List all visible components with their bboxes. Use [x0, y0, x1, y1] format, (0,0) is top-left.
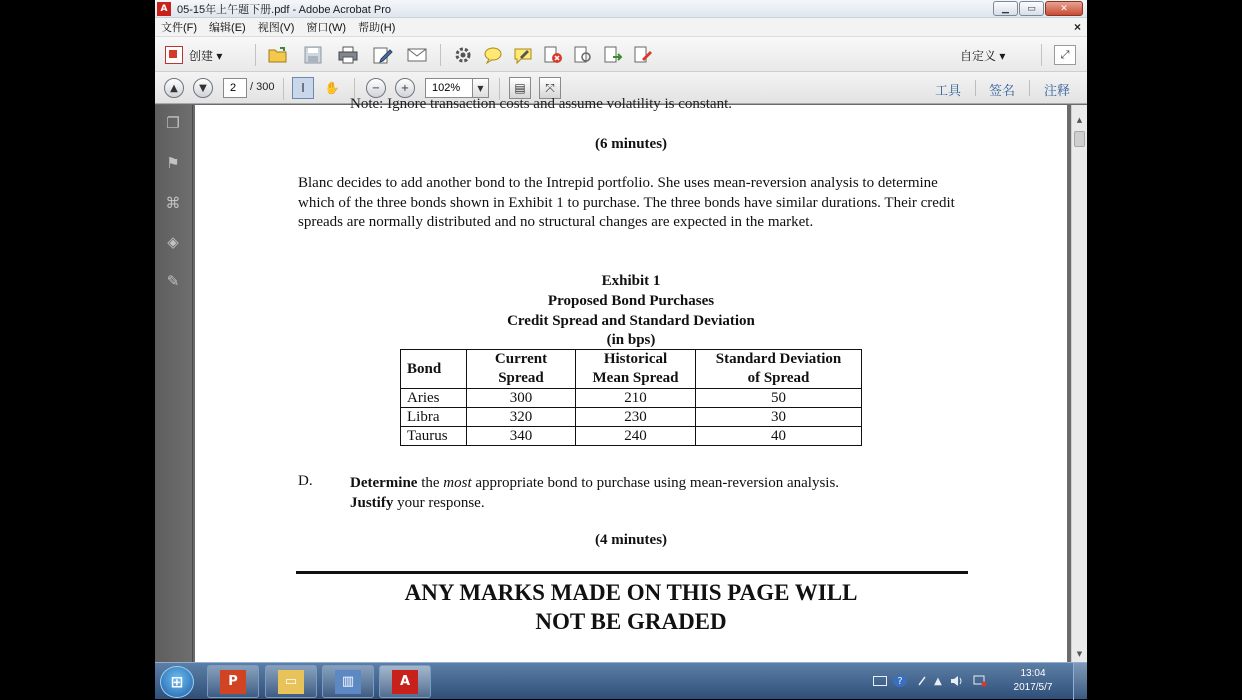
acrobat-taskbar-icon[interactable]: [379, 665, 431, 698]
question-fragment: the: [417, 475, 444, 491]
clock-date: 2017/5/7: [1013, 682, 1053, 693]
acrobat-window: [155, 0, 1087, 662]
exhibit-units: (in bps): [606, 332, 656, 348]
main-toolbar: [155, 37, 1087, 72]
exhibit-subtitle-2: Credit Spread and Standard Deviation: [507, 313, 755, 329]
table-row: [401, 427, 862, 446]
table-cell: 30: [696, 408, 862, 427]
hand-tool-button[interactable]: ✋: [324, 81, 340, 95]
question-text: [350, 473, 950, 513]
grading-notice-line2: NOT BE GRADED: [535, 609, 727, 634]
toolbar-separator: [1041, 44, 1042, 66]
time-allocation-1: (6 minutes): [594, 136, 668, 152]
customize-dropdown[interactable]: 自定义 ▾: [960, 49, 1006, 63]
menu-view[interactable]: 视图(V): [257, 22, 295, 34]
table-cell: 320: [467, 408, 576, 427]
powerpoint-glyph: P: [220, 670, 246, 694]
table-row: [401, 408, 862, 427]
table-cell: Libra: [401, 408, 467, 427]
page-total: / 300: [250, 81, 275, 93]
select-tool-button[interactable]: I: [292, 77, 314, 99]
next-page-button[interactable]: ▼: [193, 78, 213, 98]
table-cell: 210: [576, 389, 696, 408]
open-folder-icon[interactable]: [268, 45, 288, 65]
menu-help[interactable]: 帮助(H): [358, 22, 396, 34]
delete-icon[interactable]: [543, 45, 563, 65]
comment-pane-link[interactable]: 注释: [1044, 83, 1071, 98]
page-number-input[interactable]: 2: [223, 78, 247, 98]
toolbar-separator: [1029, 80, 1030, 96]
scroll-thumb[interactable]: [1074, 131, 1085, 147]
maximize-button[interactable]: ▭: [1019, 1, 1044, 16]
export-icon[interactable]: [603, 45, 623, 65]
toolbar-separator: [440, 44, 441, 66]
table-cell: 240: [576, 427, 696, 446]
minimize-button[interactable]: ▁: [993, 1, 1018, 16]
scroll-down-arrow[interactable]: ▼: [1076, 650, 1083, 658]
table-cell: 340: [467, 427, 576, 446]
bond-table: [400, 349, 862, 446]
menu-edit[interactable]: 编辑(E): [209, 22, 246, 34]
explorer-glyph: ▭: [278, 670, 304, 694]
exhibit-title: Exhibit 1: [601, 273, 661, 289]
document-close-icon[interactable]: ×: [1073, 20, 1081, 34]
start-button[interactable]: ⊞: [160, 666, 194, 698]
zoom-out-button[interactable]: −: [366, 78, 386, 98]
gear-icon[interactable]: [453, 45, 473, 65]
clock-time: 13:04: [1020, 668, 1046, 679]
pages-icon[interactable]: ❐: [166, 114, 180, 132]
menu-bar: [155, 18, 1087, 37]
table-cell: Taurus: [401, 427, 467, 446]
create-label: 创建 ▾: [189, 48, 223, 63]
fit-page-button[interactable]: ▤: [509, 77, 531, 99]
network-icon[interactable]: [973, 675, 987, 687]
edit-icon[interactable]: [373, 45, 393, 65]
cut-off-note: Note: Ignore transaction costs and assume volatility is constant.: [350, 96, 733, 112]
grading-notice-line1: ANY MARKS MADE ON THIS PAGE WILL: [404, 580, 858, 605]
pen-tray-icon[interactable]: [915, 675, 929, 687]
table-cell: 50: [696, 389, 862, 408]
question-letter: D.: [298, 473, 313, 489]
zoom-level-input[interactable]: 102%: [425, 78, 473, 98]
table-header-row: [401, 350, 862, 389]
windows-taskbar: [155, 662, 1087, 699]
question-keyword: Justify: [350, 495, 394, 511]
question-paragraph: Blanc decides to add another bond to the Intrepid portfolio. She uses mean-reversion analysis to determine which of the three bonds shown in Exhibit 1 to purchase. The three bonds have similar durations. Their credit spreads are normally distributed and no structural changes are expected in the market.: [298, 175, 955, 231]
attachment-icon[interactable]: ⌘: [165, 194, 181, 212]
time-allocation-2: (4 minutes): [594, 532, 668, 548]
table-cell: 40: [696, 427, 862, 446]
toolbar-separator: [255, 44, 256, 66]
layers-icon[interactable]: ◈: [167, 233, 179, 251]
volume-icon[interactable]: [950, 675, 964, 687]
table-cell: 230: [576, 408, 696, 427]
question-emphasis: most: [443, 475, 472, 491]
create-icon: [165, 46, 183, 64]
title-bar: [155, 0, 1087, 18]
highlight-icon[interactable]: [513, 45, 533, 65]
header-historical-mean: Historical Mean Spread: [576, 350, 696, 389]
system-clock[interactable]: [1003, 667, 1063, 695]
fit-width-button[interactable]: ⤧: [539, 77, 561, 99]
zoom-dropdown-button[interactable]: ▼: [472, 78, 489, 98]
powerpoint-taskbar-icon[interactable]: [207, 665, 259, 698]
question-keyword: Determine: [350, 475, 418, 491]
tray-overflow-icon[interactable]: ▲: [934, 675, 942, 687]
document-page[interactable]: [195, 96, 1067, 662]
form-icon[interactable]: [633, 45, 653, 65]
scroll-up-arrow[interactable]: ▲: [1076, 116, 1083, 124]
bookmark-icon[interactable]: ⚑: [166, 154, 180, 172]
comment-icon[interactable]: [483, 45, 503, 65]
vertical-scrollbar[interactable]: [1071, 105, 1087, 662]
navigation-pane: [155, 105, 193, 662]
acrobat-glyph: A: [392, 670, 418, 694]
question-fragment: appropriate bond to purchase using mean-reversion analysis.: [471, 475, 840, 491]
winrar-taskbar-icon[interactable]: [322, 665, 374, 698]
toolbar-separator: [975, 80, 976, 96]
table-cell: 300: [467, 389, 576, 408]
explorer-taskbar-icon[interactable]: [265, 665, 317, 698]
signature-icon[interactable]: ✎: [166, 272, 180, 290]
show-desktop-button[interactable]: [1073, 663, 1087, 700]
menu-file[interactable]: 文件(F): [161, 22, 198, 34]
help-tray-icon[interactable]: ?: [893, 675, 907, 687]
winrar-glyph: ▥: [335, 670, 361, 694]
previous-page-button[interactable]: ▲: [164, 78, 184, 98]
tools-pane-link[interactable]: 工具: [935, 83, 962, 98]
table-row: [401, 389, 862, 408]
header-std-deviation: Standard Deviation of Spread: [696, 350, 862, 389]
menu-window[interactable]: 窗口(W): [306, 22, 347, 34]
review-icon[interactable]: [573, 45, 593, 65]
save-icon[interactable]: [303, 45, 323, 65]
expand-icon[interactable]: ⤢: [1054, 45, 1076, 65]
table-cell: Aries: [401, 389, 467, 408]
email-icon[interactable]: [407, 45, 427, 65]
acrobat-app-icon[interactable]: A: [157, 2, 171, 16]
header-bond: Bond: [401, 350, 467, 389]
horizontal-rule: [296, 571, 968, 574]
question-fragment: your response.: [393, 495, 485, 511]
create-button[interactable]: [165, 45, 222, 65]
window-title: 05-15年上午题下册.pdf - Adobe Acrobat Pro: [177, 3, 391, 16]
close-button[interactable]: ✕: [1045, 1, 1083, 16]
zoom-in-button[interactable]: +: [395, 78, 415, 98]
sign-pane-link[interactable]: 签名: [989, 83, 1016, 98]
window-controls: [992, 1, 1083, 16]
print-icon[interactable]: [338, 45, 358, 65]
toolbar-separator: [283, 78, 284, 100]
keyboard-tray-icon[interactable]: [873, 675, 887, 687]
exhibit-subtitle: Proposed Bond Purchases: [547, 293, 715, 309]
header-current-spread: Current Spread: [467, 350, 576, 389]
